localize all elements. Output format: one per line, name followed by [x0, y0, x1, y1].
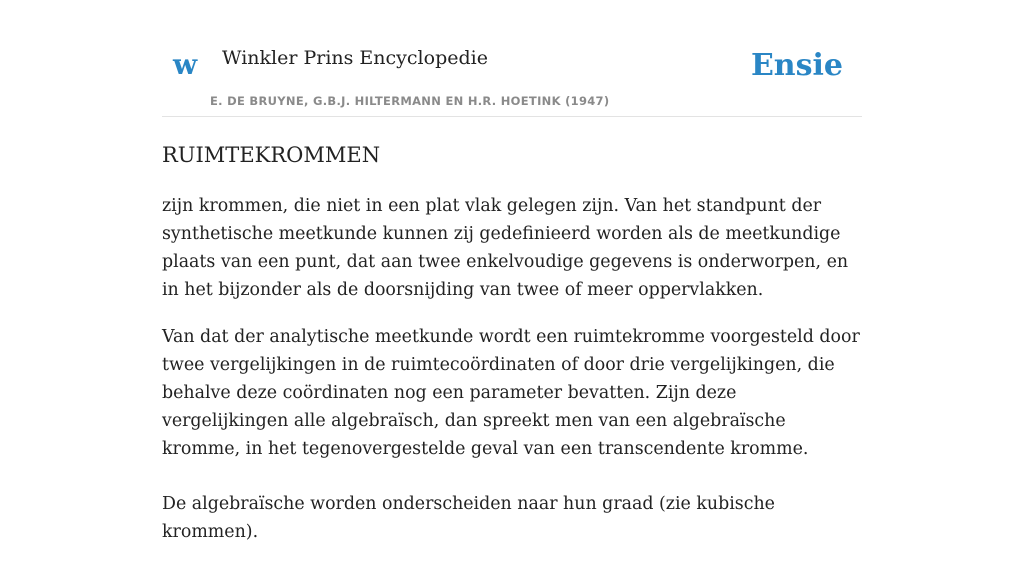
book-title[interactable]: Winkler Prins Encyclopedie	[222, 47, 488, 69]
entry-body	[162, 192, 862, 565]
wp-logo[interactable]: w	[173, 48, 198, 81]
book-header	[162, 0, 862, 117]
ensie-logo[interactable]: Ensie	[750, 48, 843, 83]
paragraph-3: De algebraïsche worden onderscheiden naar hun graad (zie kubische krommen).	[162, 494, 775, 542]
paragraph-1: zijn krommen, die niet in een plat vlak gelegen zijn. Van het standpunt der synthetische meetkunde kunnen zij gedefinieerd worden als de meetkundige plaats van een punt, dat aan twee enkelvoudige gegevens is onderworpen, en in het bijzonder als de doorsnijding van twee of meer oppervlakken.	[162, 196, 849, 300]
paragraph-2: Van dat der analytische meetkunde wordt een ruimtekromme voorgesteld door twee vergelijkingen in de ruimtecoördinaten of door drie vergelijkingen, die behalve deze coördinaten nog een parameter bevatten. Zijn deze vergelijkingen alle algebraïsch, dan spreekt men van een algebraïsche kromme, in het tegenovergestelde geval van een transcendente kromme.	[162, 327, 860, 459]
book-authors: E. DE BRUYNE, G.B.J. HILTERMANN EN H.R. HOETINK (1947)	[210, 94, 610, 108]
article-page	[162, 0, 862, 542]
entry-title: RUIMTEKROMMEN	[162, 143, 381, 167]
